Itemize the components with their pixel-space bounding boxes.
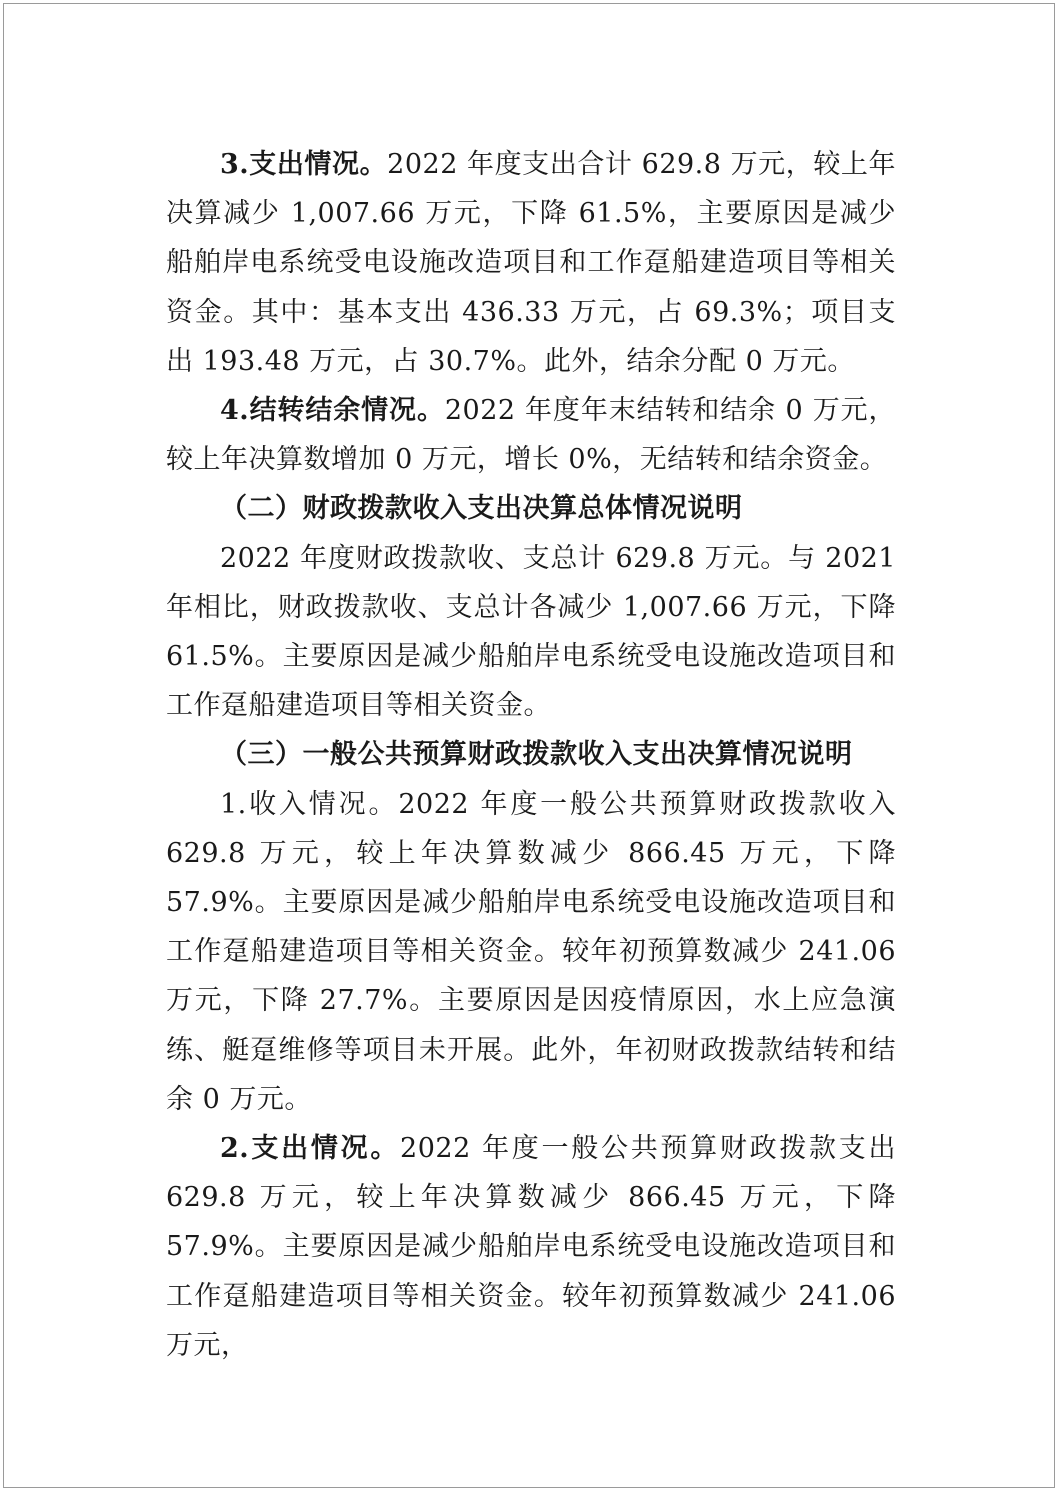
paragraph-text: 2022 年度年末结转和结余 0 万元，较上年决算数增加 0 万元，增长 0%，无结转和结余资金。 bbox=[166, 395, 897, 476]
section-heading-general-budget: （三）一般公共预算财政拨款收入支出决算情况说明 bbox=[220, 739, 853, 771]
paragraph-income: 1.收入情况。2022 年度一般公共预算财政拨款收入 629.8 万元，较上年决算数减少 866.45 万元，下降 57.9%。主要原因是减少船舶岸电系统受电设施改造项目和工作趸船建造项目等相关资金。较年初预算数减少 241.06 万元，下降 27.7%。主要原因是因疫情原因，水上应急演练、艇趸维修等项目未开展。此外，年初财政拨款结转和结余 0 万元。 bbox=[166, 788, 896, 1115]
paragraph-general-expenditure bbox=[166, 1124, 896, 1370]
paragraph-fiscal-overall: 2022 年度财政拨款收、支总计 629.8 万元。与 2021 年相比，财政拨款收、支总计各减少 1,007.66 万元，下降 61.5%。主要原因是减少船舶岸电系统受电设施改造项目和工作趸船建造项目等相关资金。 bbox=[166, 542, 896, 722]
paragraph-lead: 3.支出情况。 bbox=[220, 149, 388, 180]
paragraph-lead: 2.支出情况。 bbox=[220, 1133, 401, 1165]
paragraph-text: 2022 年度支出合计 629.8 万元，较上年决算减少 1,007.66 万元，下降 61.5%，主要原因是减少船舶岸电系统受电设施改造项目和工作趸船建造项目等相关资金。其中：基本支出 436.33 万元，占 69.3%；项目支出 193.48 万元，占 30.7%。此外，结余分配 0 万元。 bbox=[166, 149, 896, 377]
paragraph-carryover bbox=[166, 386, 896, 484]
section-heading-fiscal-overall: （二）财政拨款收入支出决算总体情况说明 bbox=[220, 493, 743, 525]
paragraph-expenditure bbox=[166, 140, 896, 386]
document-body bbox=[166, 140, 896, 1370]
paragraph-text: 2022 年度一般公共预算财政拨款支出 629.8 万元，较上年决算数减少 866.45 万元，下降 57.9%。主要原因是减少船舶岸电系统受电设施改造项目和工作趸船建造项目等相关资金。较年初预算数减少 241.06 万元， bbox=[166, 1133, 897, 1361]
paragraph-lead: 4.结转结余情况。 bbox=[220, 395, 445, 427]
